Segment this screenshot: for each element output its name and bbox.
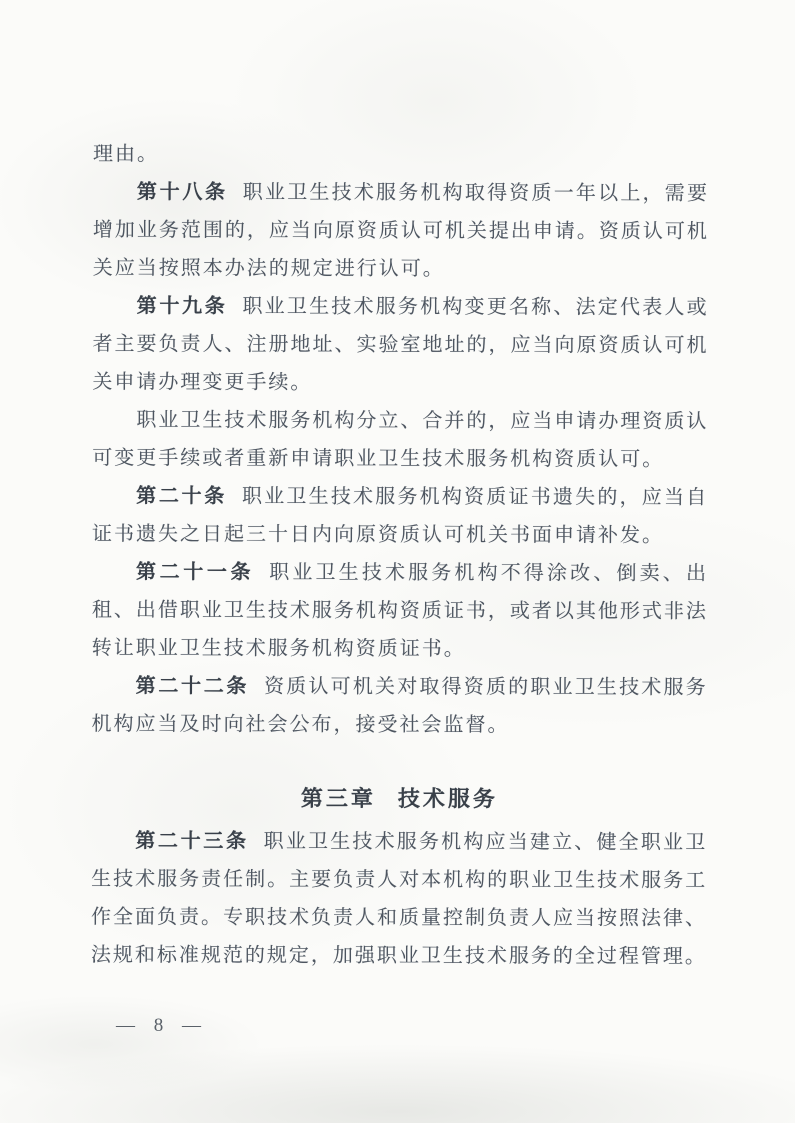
article-18-body: 职业卫生技术服务机构取得资质一年以上，需要增加业务范围的，应当向原资质认可机关提出申请。资质认可机关应当按照本办法的规定进行认可。 [92, 181, 709, 281]
paragraph-continuation: 理由。 [93, 143, 160, 166]
article-21-label: 第二十一条 [135, 561, 255, 584]
article-23-label: 第二十三条 [135, 830, 249, 853]
article-20-body: 职业卫生技术服务机构资质证书遗失的，应当自证书遗失之日起三十日内向原资质认可机关书面申请补发。 [92, 485, 709, 547]
article-19-body: 职业卫生技术服务机构变更名称、法定代表人或者主要负责人、注册地址、实验室地址的，应当向原资质认可机关申请办理变更手续。 [92, 295, 709, 394]
article-20-label: 第二十条 [136, 485, 228, 508]
article-19-label: 第十九条 [136, 295, 228, 318]
article-23-body: 职业卫生技术服务机构应当建立、健全职业卫生技术服务责任制。主要负责人对本机构的职业卫生技术服务工作全面负责。专职技术负责人和质量控制负责人应当按照法律、法规和标准规范的规定，加强职业卫生技术服务的全过程管理。 [90, 830, 708, 968]
chapter-3-title: 技术服务 [397, 785, 498, 812]
paragraph-article-22 [92, 667, 708, 745]
article-22-body: 资质认可机关对取得资质的职业卫生技术服务机构应当及时向社会公布，接受社会监督。 [91, 675, 708, 737]
article-18-label: 第十八条 [136, 181, 228, 204]
page-number: — 8 — [116, 1015, 206, 1036]
article-21-body: 职业卫生技术服务机构不得涂改、倒卖、出租、出借职业卫生技术服务机构资质证书，或者以其他形式非法转让职业卫生技术服务机构资质证书。 [91, 561, 708, 661]
chapter-3-number: 第三章 [300, 785, 376, 811]
article-22-label: 第二十二条 [135, 675, 250, 698]
paragraph-article-19 [92, 287, 708, 403]
paragraph-article-23 [91, 822, 707, 976]
chapter-3-heading [91, 779, 707, 819]
paragraph-article-20 [92, 477, 708, 555]
paragraph-article-19-sub: 职业卫生技术服务机构分立、合并的，应当申请办理资质认可变更手续或者重新申请职业卫生技术服务机构资质认可。 [92, 409, 709, 471]
document-text-block [91, 135, 709, 976]
paragraph-article-18 [93, 173, 709, 289]
paragraph-article-21 [92, 553, 708, 669]
